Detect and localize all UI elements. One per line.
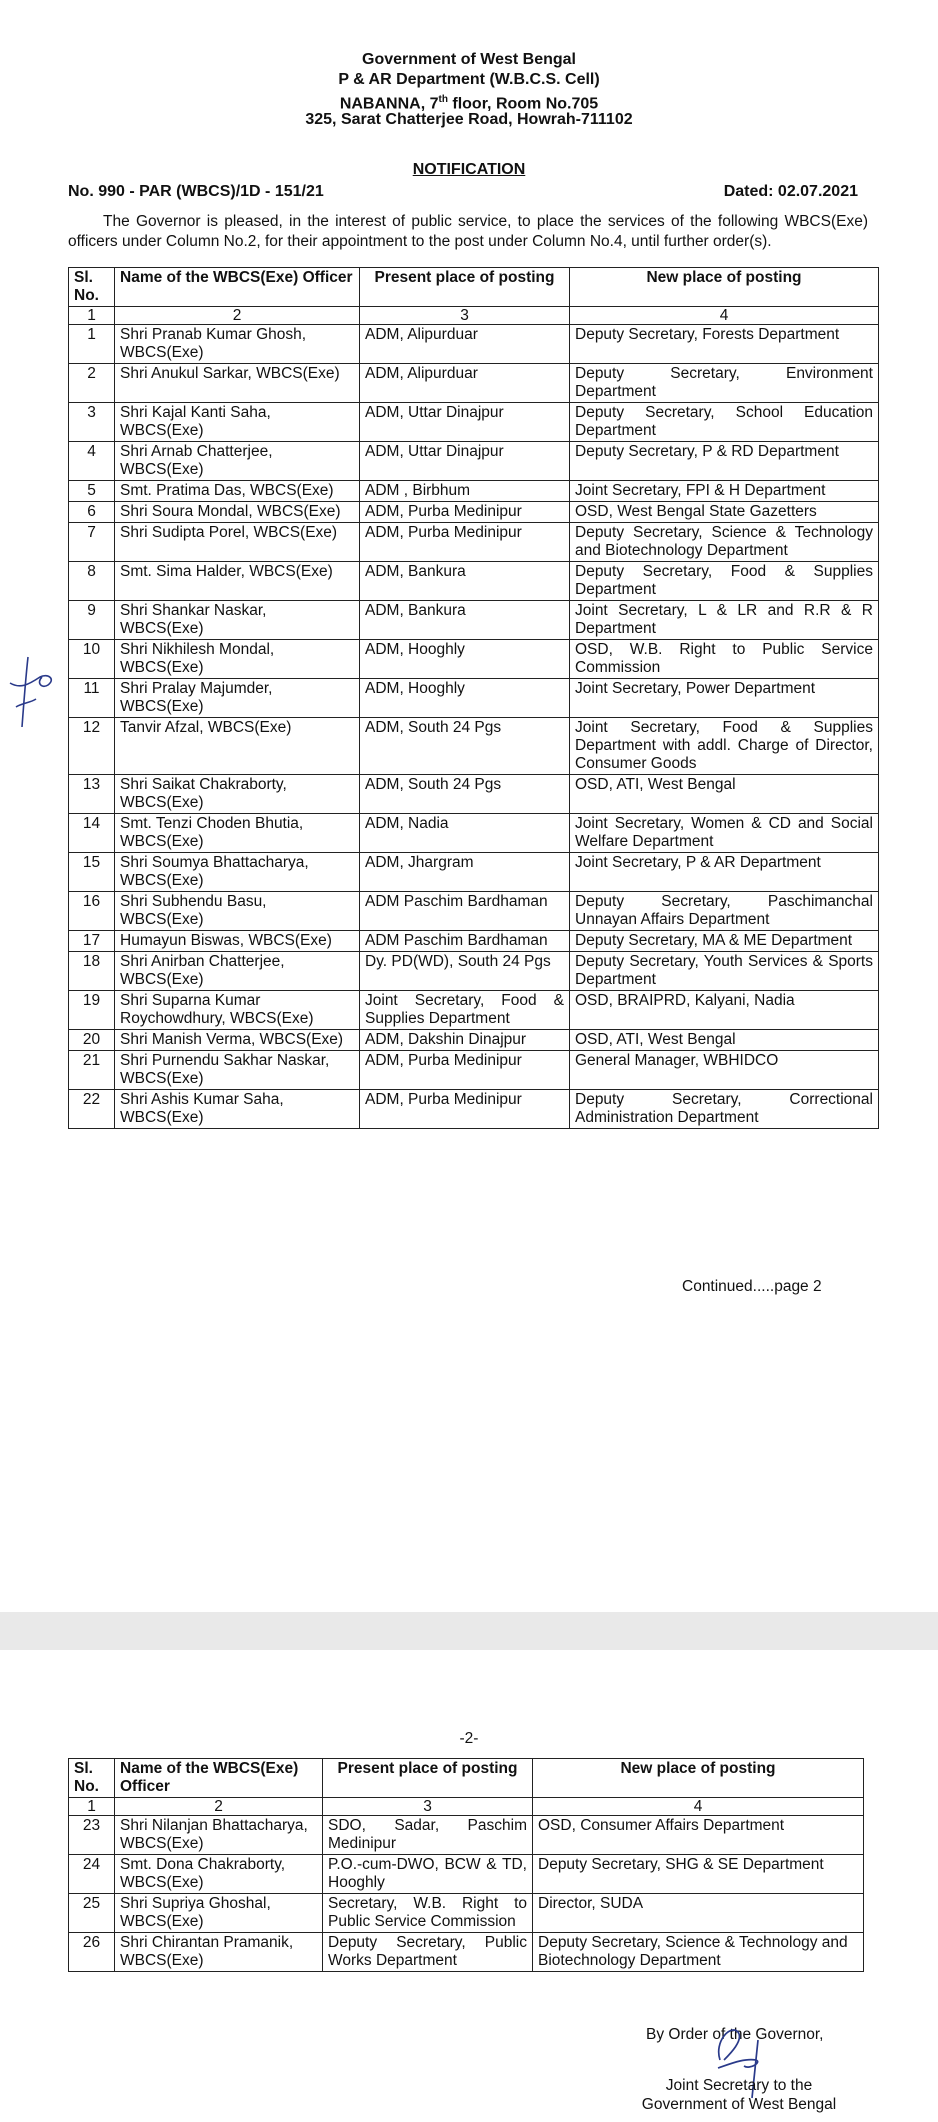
new-posting-cell: Deputy Secretary, Forests Department <box>570 325 879 364</box>
sl-no-cell: 15 <box>69 853 115 892</box>
new-posting-cell: Joint Secretary, Women & CD and Social Welfare Department <box>570 814 879 853</box>
officer-name-cell: Shri Suparna Kumar Roychowdhury, WBCS(Exe) <box>115 991 360 1030</box>
officer-name-cell: Shri Purnendu Sakhar Naskar, WBCS(Exe) <box>115 1051 360 1090</box>
header-address: 325, Sarat Chatterjee Road, Howrah-711102 <box>305 111 633 128</box>
table-row <box>69 1030 879 1051</box>
present-posting-cell: ADM, Purba Medinipur <box>360 523 570 562</box>
column-number: 2 <box>115 307 360 325</box>
sl-no-cell: 25 <box>69 1894 115 1933</box>
table-row <box>69 1816 864 1855</box>
table-row <box>69 931 879 952</box>
sl-no-cell: 5 <box>69 481 115 502</box>
sl-no-cell: 11 <box>69 679 115 718</box>
notification-intro: The Governor is pleased, in the interest of public service, to place the services of the following WBCS(Exe) officers under Column No.2, for their appointment to the post under Column No.4, until further order(s). <box>68 213 868 250</box>
table-row <box>69 718 879 775</box>
table-row <box>69 952 879 991</box>
header-present-posting: Present place of posting <box>323 1759 533 1798</box>
reference-number: No. 990 - PAR (WBCS)/1D - 151/21 <box>68 183 324 200</box>
new-posting-cell: Joint Secretary, P & AR Department <box>570 853 879 892</box>
present-posting-cell: ADM, Purba Medinipur <box>360 1051 570 1090</box>
present-posting-cell: ADM, South 24 Pgs <box>360 775 570 814</box>
present-posting-cell: ADM, Bankura <box>360 601 570 640</box>
sl-no-cell: 4 <box>69 442 115 481</box>
new-posting-cell: Deputy Secretary, School Education Department <box>570 403 879 442</box>
sl-no-cell: 17 <box>69 931 115 952</box>
present-posting-cell: ADM, Jhargram <box>360 853 570 892</box>
notification-title: NOTIFICATION <box>412 161 526 178</box>
officer-name-cell: Shri Chirantan Pramanik, WBCS(Exe) <box>115 1933 323 1972</box>
signatory-designation <box>624 2076 854 2114</box>
table-row <box>69 502 879 523</box>
header-new-posting: New place of posting <box>533 1759 864 1798</box>
present-posting-cell: ADM, Hooghly <box>360 640 570 679</box>
sl-no-cell: 8 <box>69 562 115 601</box>
officer-name-cell: Shri Manish Verma, WBCS(Exe) <box>115 1030 360 1051</box>
present-posting-cell: ADM, Bankura <box>360 562 570 601</box>
table-row <box>69 364 879 403</box>
header-government: Government of West Bengal <box>362 51 576 68</box>
present-posting-cell: ADM, Alipurduar <box>360 364 570 403</box>
sl-no-cell: 3 <box>69 403 115 442</box>
table-header-row <box>69 1759 864 1798</box>
column-number: 4 <box>533 1798 864 1816</box>
column-number: 4 <box>570 307 879 325</box>
present-posting-cell: ADM , Birbhum <box>360 481 570 502</box>
posting-table <box>68 267 879 1129</box>
officer-name-cell: Shri Subhendu Basu, WBCS(Exe) <box>115 892 360 931</box>
officer-name-cell: Shri Ashis Kumar Saha, WBCS(Exe) <box>115 1090 360 1129</box>
header-sl-no: Sl. No. <box>69 268 115 307</box>
new-posting-cell: OSD, BRAIPRD, Kalyani, Nadia <box>570 991 879 1030</box>
column-number: 1 <box>69 1798 115 1816</box>
new-posting-cell: Director, SUDA <box>533 1894 864 1933</box>
new-posting-cell: Deputy Secretary, Science & Technology and Biotechnology Department <box>533 1933 864 1972</box>
table-row <box>69 1090 879 1129</box>
table-row <box>69 991 879 1030</box>
new-posting-cell: Deputy Secretary, Correctional Administration Department <box>570 1090 879 1129</box>
header-sl-no: Sl. No. <box>69 1759 115 1798</box>
officer-name-cell: Tanvir Afzal, WBCS(Exe) <box>115 718 360 775</box>
sl-no-cell: 2 <box>69 364 115 403</box>
new-posting-cell: Deputy Secretary, Youth Services & Sports Department <box>570 952 879 991</box>
header-department: P & AR Department (W.B.C.S. Cell) <box>338 71 600 88</box>
officer-name-cell: Smt. Sima Halder, WBCS(Exe) <box>115 562 360 601</box>
present-posting-cell: ADM, Nadia <box>360 814 570 853</box>
present-posting-cell: P.O.-cum-DWO, BCW & TD, Hooghly <box>323 1855 533 1894</box>
sl-no-cell: 21 <box>69 1051 115 1090</box>
present-posting-cell: ADM Paschim Bardhaman <box>360 892 570 931</box>
sl-no-cell: 9 <box>69 601 115 640</box>
new-posting-cell: Deputy Secretary, MA & ME Department <box>570 931 879 952</box>
present-posting-cell: ADM, Dakshin Dinajpur <box>360 1030 570 1051</box>
new-posting-cell: OSD, ATI, West Bengal <box>570 1030 879 1051</box>
table-row <box>69 481 879 502</box>
column-number-row <box>69 307 879 325</box>
posting-table-continued <box>68 1758 864 1972</box>
column-number: 1 <box>69 307 115 325</box>
new-posting-cell: Deputy Secretary, Environment Department <box>570 364 879 403</box>
present-posting-cell: Secretary, W.B. Right to Public Service Commission <box>323 1894 533 1933</box>
sl-no-cell: 18 <box>69 952 115 991</box>
officer-name-cell: Shri Pranab Kumar Ghosh, WBCS(Exe) <box>115 325 360 364</box>
officer-name-cell: Shri Anukul Sarkar, WBCS(Exe) <box>115 364 360 403</box>
sl-no-cell: 24 <box>69 1855 115 1894</box>
sl-no-cell: 1 <box>69 325 115 364</box>
officer-name-cell: Shri Soumya Bhattacharya, WBCS(Exe) <box>115 853 360 892</box>
table-row <box>69 853 879 892</box>
present-posting-cell: Dy. PD(WD), South 24 Pgs <box>360 952 570 991</box>
table-row <box>69 814 879 853</box>
officer-name-cell: Shri Nikhilesh Mondal, WBCS(Exe) <box>115 640 360 679</box>
sl-no-cell: 19 <box>69 991 115 1030</box>
new-posting-cell: Deputy Secretary, Paschimanchal Unnayan Affairs Department <box>570 892 879 931</box>
present-posting-cell: ADM, Uttar Dinajpur <box>360 442 570 481</box>
sl-no-cell: 23 <box>69 1816 115 1855</box>
notification-date: Dated: 02.07.2021 <box>723 183 858 200</box>
table-row <box>69 775 879 814</box>
column-number: 3 <box>323 1798 533 1816</box>
officer-name-cell: Shri Pralay Majumder, WBCS(Exe) <box>115 679 360 718</box>
header-officer-name: Name of the WBCS(Exe) Officer <box>115 1759 323 1798</box>
present-posting-cell: ADM Paschim Bardhaman <box>360 931 570 952</box>
new-posting-cell: Joint Secretary, L & LR and R.R & R Department <box>570 601 879 640</box>
new-posting-cell: Joint Secretary, Food & Supplies Department with addl. Charge of Director, Consumer Goods <box>570 718 879 775</box>
new-posting-cell: OSD, W.B. Right to Public Service Commission <box>570 640 879 679</box>
header-office: NABANNA, 7th floor, Room No.705 <box>339 94 599 113</box>
present-posting-cell: ADM, Purba Medinipur <box>360 502 570 523</box>
table-row <box>69 679 879 718</box>
present-posting-cell: Joint Secretary, Food & Supplies Department <box>360 991 570 1030</box>
page-separator <box>0 1612 938 1650</box>
table-row <box>69 892 879 931</box>
new-posting-cell: Deputy Secretary, P & RD Department <box>570 442 879 481</box>
table-row <box>69 403 879 442</box>
table-row <box>69 523 879 562</box>
present-posting-cell: ADM, Purba Medinipur <box>360 1090 570 1129</box>
officer-name-cell: Smt. Tenzi Choden Bhutia, WBCS(Exe) <box>115 814 360 853</box>
officer-name-cell: Shri Kajal Kanti Saha, WBCS(Exe) <box>115 403 360 442</box>
sl-no-cell: 14 <box>69 814 115 853</box>
new-posting-cell: Joint Secretary, Power Department <box>570 679 879 718</box>
new-posting-cell: Joint Secretary, FPI & H Department <box>570 481 879 502</box>
page-number: -2- <box>459 1730 479 1747</box>
table-row <box>69 1894 864 1933</box>
officer-name-cell: Shri Supriya Ghoshal, WBCS(Exe) <box>115 1894 323 1933</box>
officer-name-cell: Shri Anirban Chatterjee, WBCS(Exe) <box>115 952 360 991</box>
table-row <box>69 442 879 481</box>
new-posting-cell: General Manager, WBHIDCO <box>570 1051 879 1090</box>
new-posting-cell: OSD, West Bengal State Gazetters <box>570 502 879 523</box>
table-row <box>69 562 879 601</box>
present-posting-cell: ADM, Hooghly <box>360 679 570 718</box>
sl-no-cell: 20 <box>69 1030 115 1051</box>
new-posting-cell: Deputy Secretary, SHG & SE Department <box>533 1855 864 1894</box>
officer-name-cell: Shri Saikat Chakraborty, WBCS(Exe) <box>115 775 360 814</box>
table-row <box>69 601 879 640</box>
officer-name-cell: Shri Soura Mondal, WBCS(Exe) <box>115 502 360 523</box>
sl-no-cell: 7 <box>69 523 115 562</box>
page-two <box>0 1650 938 2122</box>
table-row <box>69 325 879 364</box>
new-posting-cell: Deputy Secretary, Food & Supplies Department <box>570 562 879 601</box>
table-row <box>69 1855 864 1894</box>
officer-name-cell: Humayun Biswas, WBCS(Exe) <box>115 931 360 952</box>
header-new-posting: New place of posting <box>570 268 879 307</box>
sl-no-cell: 22 <box>69 1090 115 1129</box>
new-posting-cell: OSD, Consumer Affairs Department <box>533 1816 864 1855</box>
present-posting-cell: SDO, Sadar, Paschim Medinipur <box>323 1816 533 1855</box>
margin-initial-signature <box>6 655 61 730</box>
header-present-posting: Present place of posting <box>360 268 570 307</box>
officer-name-cell: Shri Shankar Naskar, WBCS(Exe) <box>115 601 360 640</box>
present-posting-cell: ADM, Alipurduar <box>360 325 570 364</box>
sl-no-cell: 16 <box>69 892 115 931</box>
sl-no-cell: 12 <box>69 718 115 775</box>
new-posting-cell: OSD, ATI, West Bengal <box>570 775 879 814</box>
column-number: 3 <box>360 307 570 325</box>
officer-name-cell: Smt. Dona Chakraborty, WBCS(Exe) <box>115 1855 323 1894</box>
officer-name-cell: Shri Nilanjan Bhattacharya, WBCS(Exe) <box>115 1816 323 1855</box>
table-row <box>69 1051 879 1090</box>
by-order-line: By Order of the Governor, <box>646 2026 824 2043</box>
officer-name-cell: Shri Sudipta Porel, WBCS(Exe) <box>115 523 360 562</box>
continued-note: Continued.....page 2 <box>682 1278 822 1295</box>
table-row <box>69 1933 864 1972</box>
new-posting-cell: Deputy Secretary, Science & Technology and Biotechnology Department <box>570 523 879 562</box>
table-header-row <box>69 268 879 307</box>
present-posting-cell: ADM, Uttar Dinajpur <box>360 403 570 442</box>
present-posting-cell: Deputy Secretary, Public Works Department <box>323 1933 533 1972</box>
signatory-line: Government of West Bengal <box>641 2096 837 2113</box>
sl-no-cell: 26 <box>69 1933 115 1972</box>
table-row <box>69 640 879 679</box>
sl-no-cell: 6 <box>69 502 115 523</box>
officer-name-cell: Shri Arnab Chatterjee, WBCS(Exe) <box>115 442 360 481</box>
signatory-line: Joint Secretary to the <box>665 2077 813 2094</box>
column-number-row <box>69 1798 864 1816</box>
officer-name-cell: Smt. Pratima Das, WBCS(Exe) <box>115 481 360 502</box>
sl-no-cell: 13 <box>69 775 115 814</box>
present-posting-cell: ADM, South 24 Pgs <box>360 718 570 775</box>
column-number: 2 <box>115 1798 323 1816</box>
sl-no-cell: 10 <box>69 640 115 679</box>
header-officer-name: Name of the WBCS(Exe) Officer <box>115 268 360 307</box>
